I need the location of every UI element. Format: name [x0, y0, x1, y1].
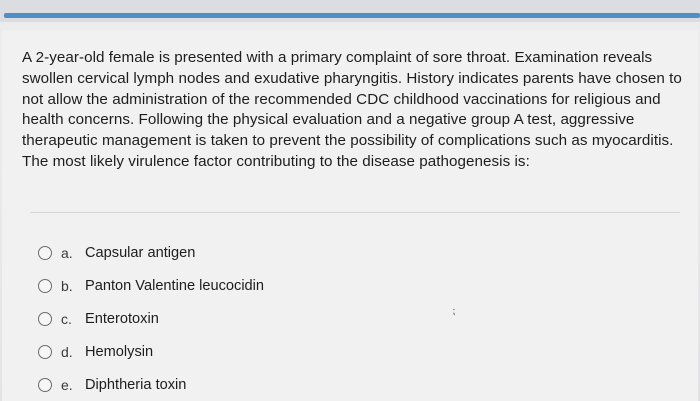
radio-button-icon[interactable]	[38, 345, 52, 359]
radio-button-icon[interactable]	[38, 246, 52, 260]
option-letter: d.	[61, 343, 73, 360]
divider	[30, 212, 680, 213]
option-a[interactable]	[38, 236, 638, 269]
option-c[interactable]	[38, 302, 638, 335]
radio-button-icon[interactable]	[38, 378, 52, 392]
option-letter: a.	[61, 244, 73, 261]
option-label[interactable]: Enterotoxin	[85, 310, 159, 327]
option-label[interactable]: Panton Valentine leucocidin	[85, 277, 265, 294]
option-letter: c.	[61, 310, 72, 327]
option-letter: b.	[61, 277, 73, 294]
question-text: A 2-year-old female is presented with a primary complaint of sore throat. Examination reveals swollen cervical lymph nodes and exudative pharyngitis. History indicates parents have chosen to not allow the administration of the recommended CDC childhood vaccinations for religious and health concerns. Following the physical evaluation and a negative group A test, aggressive therapeutic management is taken to prevent the possibility of complications such as myocarditis. The most likely virulence factor contributing to the disease pathogenesis is:	[22, 49, 682, 170]
answer-options	[38, 236, 638, 401]
option-e[interactable]	[38, 368, 638, 401]
radio-button-icon[interactable]	[38, 279, 52, 293]
screen-speck: ⁏	[452, 306, 456, 317]
option-label[interactable]: Hemolysin	[85, 343, 154, 360]
option-label[interactable]: Capsular antigen	[85, 244, 196, 261]
top-bar	[0, 0, 700, 22]
radio-button-icon[interactable]	[38, 312, 52, 326]
option-d[interactable]	[38, 335, 638, 368]
option-b[interactable]	[38, 269, 638, 302]
top-accent-bar	[4, 13, 700, 18]
option-letter: e.	[61, 376, 73, 393]
option-label[interactable]: Diphtheria toxin	[85, 376, 187, 393]
